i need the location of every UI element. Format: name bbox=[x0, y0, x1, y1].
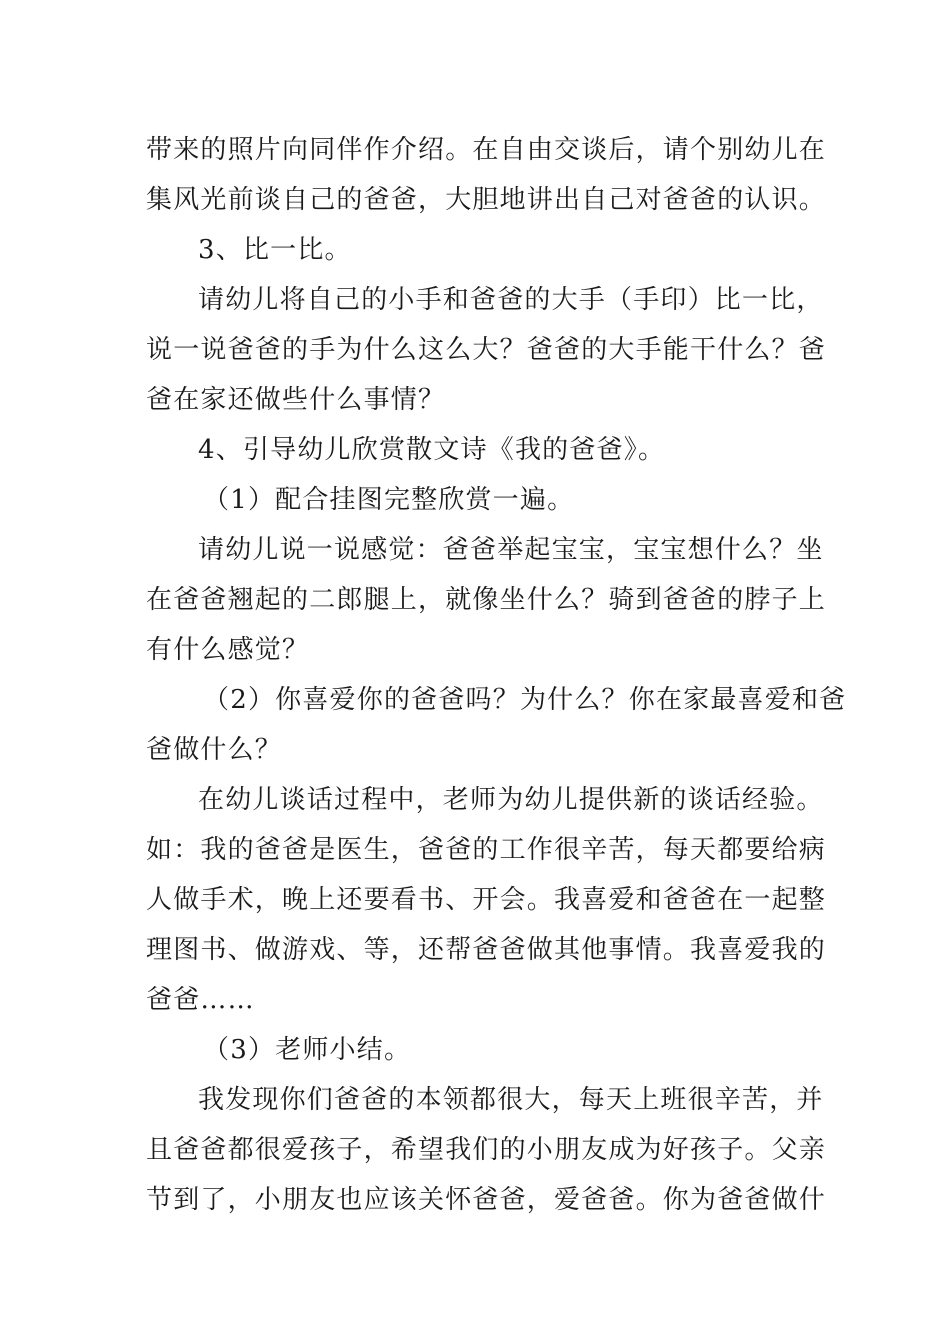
text-line: 在爸爸翘起的二郎腿上，就像坐什么？骑到爸爸的脖子上 bbox=[146, 585, 827, 615]
subsection-heading: （1）配合挂图完整欣赏一遍。 bbox=[203, 485, 575, 515]
text-line: 且爸爸都很爱孩子，希望我们的小朋友成为好孩子。父亲 bbox=[146, 1135, 827, 1165]
text-line: 带来的照片向同伴作介绍。在自由交谈后，请个别幼儿在 bbox=[146, 135, 827, 165]
text-line: 请幼儿将自己的小手和爸爸的大手（手印）比一比， bbox=[198, 285, 824, 315]
text-line: 有什么感觉？ bbox=[146, 635, 310, 665]
text-line: 爸做什么？ bbox=[146, 735, 283, 765]
text-line: 节到了，小朋友也应该关怀爸爸，爱爸爸。你为爸爸做什 bbox=[146, 1185, 827, 1215]
section-heading: 4、引导幼儿欣赏散文诗《我的爸爸》。 bbox=[198, 435, 666, 465]
text-line: 爸爸…… bbox=[146, 985, 255, 1015]
text-line: 我发现你们爸爸的本领都很大，每天上班很辛苦，并 bbox=[198, 1085, 824, 1115]
text-line: 说一说爸爸的手为什么这么大？爸爸的大手能干什么？爸 bbox=[146, 335, 827, 365]
text-line: 请幼儿说一说感觉：爸爸举起宝宝，宝宝想什么？坐 bbox=[198, 535, 824, 565]
text-line: 如：我的爸爸是医生，爸爸的工作很辛苦，每天都要给病 bbox=[146, 835, 827, 865]
text-line: 集风光前谈自己的爸爸，大胆地讲出自己对爸爸的认识。 bbox=[146, 185, 827, 215]
subsection-heading: （2）你喜爱你的爸爸吗？为什么？你在家最喜爱和爸 bbox=[203, 685, 847, 715]
text-line: 爸在家还做些什么事情？ bbox=[146, 385, 446, 415]
subsection-heading: （3）老师小结。 bbox=[203, 1035, 412, 1065]
text-line: 人做手术，晚上还要看书、开会。我喜爱和爸爸在一起整 bbox=[146, 885, 827, 915]
text-line: 理图书、做游戏、等，还帮爸爸做其他事情。我喜爱我的 bbox=[146, 935, 827, 965]
section-heading: 3、比一比。 bbox=[198, 235, 352, 265]
text-line: 在幼儿谈话过程中，老师为幼儿提供新的谈话经验。 bbox=[198, 785, 824, 815]
